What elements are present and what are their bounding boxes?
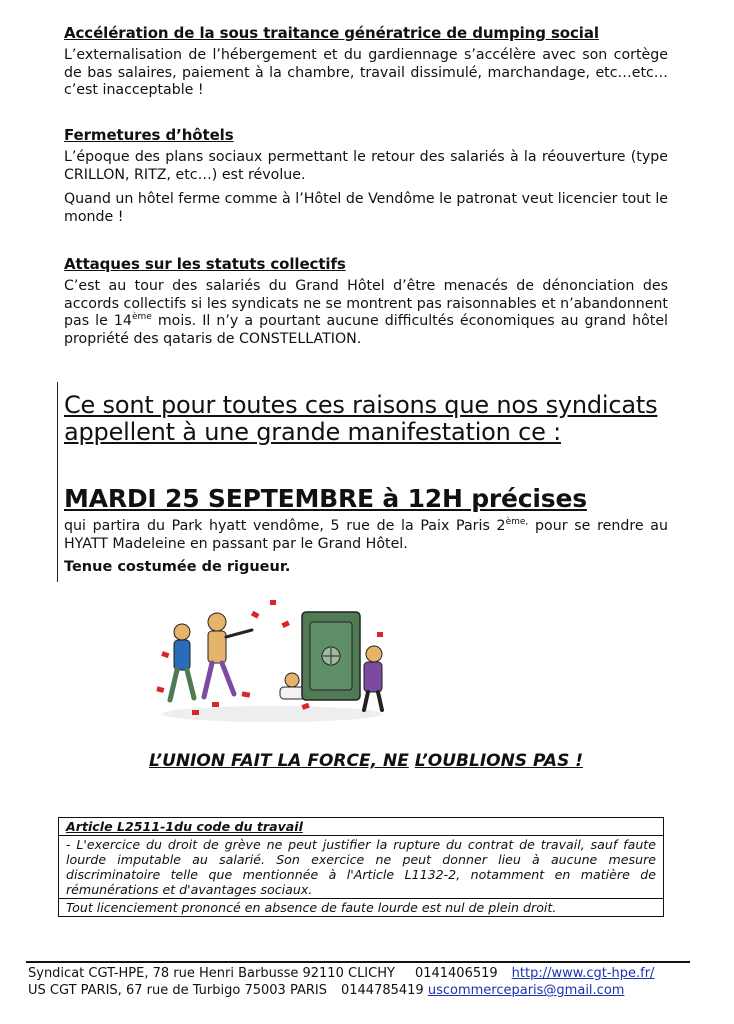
slogan-part-2: L’OUBLIONS PAS ! (414, 751, 583, 771)
callout (64, 392, 668, 575)
footer-address: US CGT PARIS, 67 rue de Turbigo 75003 PARIS (28, 983, 327, 998)
section-paragraph: L’externalisation de l’hébergement et du gardiennage s’accélère avec son cortège de bas salaires, paiement à la chambre, travail dissimulé, marchandage, etc…etc…c’est inacceptable ! (64, 47, 668, 99)
section-subcontracting (64, 24, 668, 100)
section-hotel-closures (64, 126, 668, 226)
footer-line-2 (28, 982, 708, 999)
section-collective-status (64, 255, 668, 348)
para-start: C’est au tour des salariés du Grand Hôtel d’être menacés de dénonciation des accords collectifs si les syndicats ne se montrent pas raisonnables et n’abandonnent pas le 14 (64, 278, 668, 330)
superscript: ème, (505, 517, 529, 527)
footer (28, 965, 708, 999)
section-title: Attaques sur les statuts collectifs (64, 255, 346, 273)
email-link[interactable]: uscommerceparis@gmail.com (427, 983, 625, 998)
slogan (64, 750, 668, 772)
footer-rule (26, 961, 690, 963)
dress-code: Tenue costumée de rigueur. (64, 559, 291, 576)
footer-phone: 0141406519 (414, 966, 498, 981)
article-title: Article L2511-1du code du travail (66, 819, 303, 834)
route-start: qui partira du Park hyatt vendôme, 5 rue de la Paix Paris 2 (64, 518, 506, 534)
cartoon-strikers-safe-illustration (152, 592, 392, 724)
footer-address: Syndicat CGT-HPE, 78 rue Henri Barbusse 92110 CLICHY (28, 966, 395, 981)
callout-bar (57, 382, 58, 582)
article-text: - L'exercice du droit de grève ne peut justifier la rupture du contrat de travail, sauf faute lourde imputable au salarié. Son exercice ne peut donner lieu à aucune mesure discriminatoire telle que mentionnée à l'Article L1132-2, notamment en matière de rémunérations et d'avantages sociaux. (59, 835, 663, 898)
footer-line-1 (28, 965, 708, 982)
route-text (64, 518, 668, 553)
superscript: ème (131, 312, 152, 323)
footer-phone: 0144785419 (340, 983, 424, 998)
section-title: Fermetures d’hôtels (64, 126, 234, 144)
legal-article-box (58, 817, 664, 917)
website-link[interactable]: http://www.cgt-hpe.fr/ (511, 966, 655, 981)
callout-headline: Ce sont pour toutes ces raisons que nos syndicats appellent à une grande manifestation ce : (64, 391, 658, 446)
section-paragraph: Quand un hôtel ferme comme à l’Hôtel de Vendôme le patronat veut licencier tout le monde ! (64, 191, 668, 225)
slogan-part-1: L’UNION FAIT LA FORCE, NE (149, 751, 409, 771)
article-note: Tout licenciement prononcé en absence de faute lourde est nul de plein droit. (59, 898, 663, 916)
section-paragraph (64, 278, 668, 348)
section-title: Accélération de la sous traitance génératrice de dumping social (64, 24, 599, 42)
route-end: pour se rendre au HYATT Madeleine en passant par le Grand Hôtel. (64, 518, 668, 552)
demonstration-date: MARDI 25 SEPTEMBRE à 12H précises (64, 484, 587, 513)
section-paragraph: L’époque des plans sociaux permettant le retour des salariés à la réouverture (type CRILLON, RITZ, etc…) est révolue. (64, 149, 668, 183)
para-end: mois. Il n’y a pourtant aucune difficultés économiques au grand hôtel propriété des qataris de CONSTELLATION. (64, 313, 668, 347)
